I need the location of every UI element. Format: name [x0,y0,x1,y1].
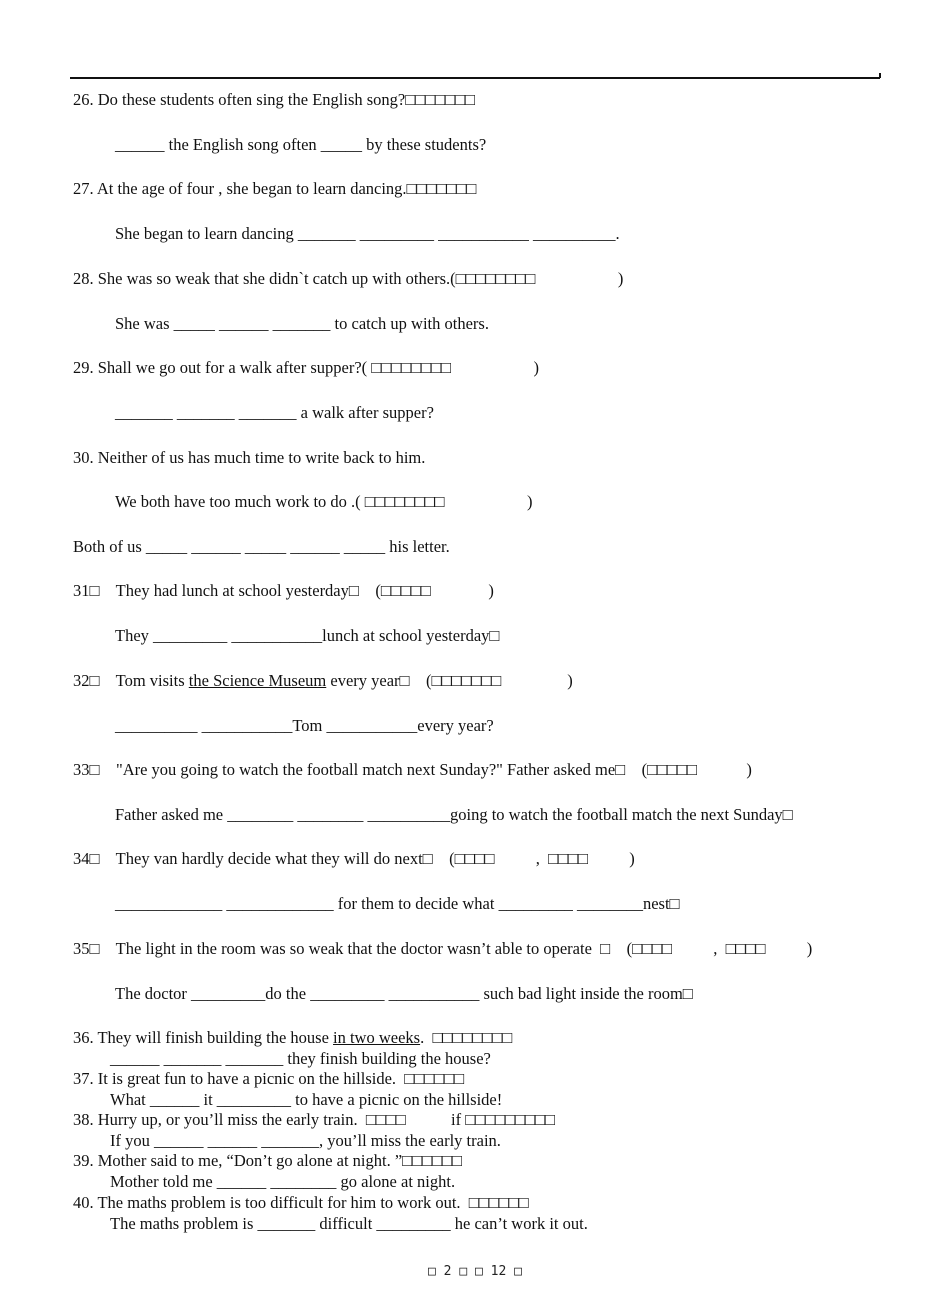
exercise-line-l38q [73,1110,555,1130]
line-text: 28. She was so weak that she didn`t catch up with others.(□□□□□□□□ ) [73,269,624,288]
exercise-line-l31q [73,581,494,601]
exercise-line-l38a [110,1131,501,1151]
line-text: ______ _______ _______ they finish building the house? [110,1049,491,1068]
line-text: 36. They will finish building the house [73,1028,334,1047]
exercise-line-l34a [115,894,680,914]
line-text: She began to learn dancing _______ _________ ___________ __________. [115,224,620,243]
line-text-rest: . □□□□□□□□ [420,1028,513,1047]
exercise-line-l39q [73,1151,462,1171]
line-text: 39. Mother said to me, “Don’t go alone at night. ”□□□□□□ [73,1151,462,1170]
exercise-line-l37a [110,1090,502,1110]
exercise-line-l26q [73,90,475,110]
exercise-line-l39a [110,1172,455,1192]
exercise-line-l26a [115,135,486,155]
line-text: ______ the English song often _____ by these students? [115,135,487,154]
exercise-line-l32q [73,671,573,691]
exercise-line-l32a [115,716,494,736]
line-text: 34□ They van hardly decide what they will do next□ (□□□□ , □□□□ ) [73,849,635,868]
line-text: 37. It is great fun to have a picnic on the hillside. □□□□□□ [73,1069,465,1088]
line-text: 29. Shall we go out for a walk after supper?( □□□□□□□□ ) [73,358,540,377]
line-text: Mother told me ______ ________ go alone at night. [110,1172,456,1191]
exercise-line-l35a [115,984,693,1004]
exercise-line-l33q [73,760,752,780]
exercise-line-l29q [73,358,539,378]
exercise-line-l33a [115,805,793,825]
line-text: 27. At the age of four , she began to learn dancing.□□□□□□□ [73,179,477,198]
underlined-phrase: in two weeks [333,1028,421,1047]
line-text: 35□ The light in the room was so weak that the doctor wasn’t able to operate □ (□□□□ , □□□□ ) [73,939,813,958]
header-rule [70,77,880,79]
exercise-line-l40a [110,1214,588,1234]
header-rule-tick [879,73,881,78]
line-text: Both of us _____ ______ _____ ______ _____ his letter. [73,537,450,556]
page-footer: □ 2 □ □ 12 □ [428,1264,522,1279]
line-text: 38. Hurry up, or you’ll miss the early train. □□□□ if □□□□□□□□□ [73,1110,555,1129]
line-text: They _________ ___________lunch at school yesterday□ [115,626,500,645]
line-text: 33□ "Are you going to watch the football match next Sunday?" Father asked me□ (□□□□□ ) [73,760,752,779]
line-text: The maths problem is _______ difficult _________ he can’t work it out. [110,1214,588,1233]
exercise-line-l35q [73,939,812,959]
exercise-line-l37q [73,1069,464,1089]
exercise-line-l29a [115,403,434,423]
exercise-line-l31a [115,626,499,646]
exercise-line-l30a [73,537,450,557]
line-text: If you ______ ______ _______, you’ll miss the early train. [110,1131,501,1150]
line-text: What ______ it _________ to have a picnic on the hillside! [110,1090,503,1109]
line-text: 26. Do these students often sing the English song?□□□□□□□ [73,90,476,109]
exercise-line-l36a [110,1049,491,1069]
line-text: The doctor _________do the _________ ___________ such bad light inside the room□ [115,984,693,1003]
exercise-line-l28q [73,269,623,289]
line-text: We both have too much work to do .( □□□□□□□□ ) [115,492,533,511]
exercise-line-l34q [73,849,635,869]
line-text: 32□ Tom visits [73,671,189,690]
line-text: Father asked me ________ ________ __________going to watch the football match the next Sunday□ [115,805,793,824]
line-text-rest: every year□ (□□□□□□□ ) [326,671,573,690]
underlined-phrase: the Science Museum [188,671,327,690]
exercise-line-l30q [73,448,425,468]
exercise-line-l30b [115,492,533,512]
line-text: 31□ They had lunch at school yesterday□ (□□□□□ ) [73,581,494,600]
exercise-line-l36q [73,1028,512,1048]
exercise-line-l40q [73,1193,529,1213]
line-text: _______ _______ _______ a walk after supper? [115,403,434,422]
line-text: 30. Neither of us has much time to write back to him. [73,448,426,467]
exercise-line-l28a [115,314,489,334]
exercise-line-l27q [73,179,476,199]
line-text: 40. The maths problem is too difficult for him to work out. □□□□□□ [73,1193,529,1212]
line-text: __________ ___________Tom ___________every year? [115,716,494,735]
exercise-line-l27a [115,224,620,244]
line-text: _____________ _____________ for them to decide what _________ ________nest□ [115,894,680,913]
line-text: She was _____ ______ _______ to catch up with others. [115,314,489,333]
